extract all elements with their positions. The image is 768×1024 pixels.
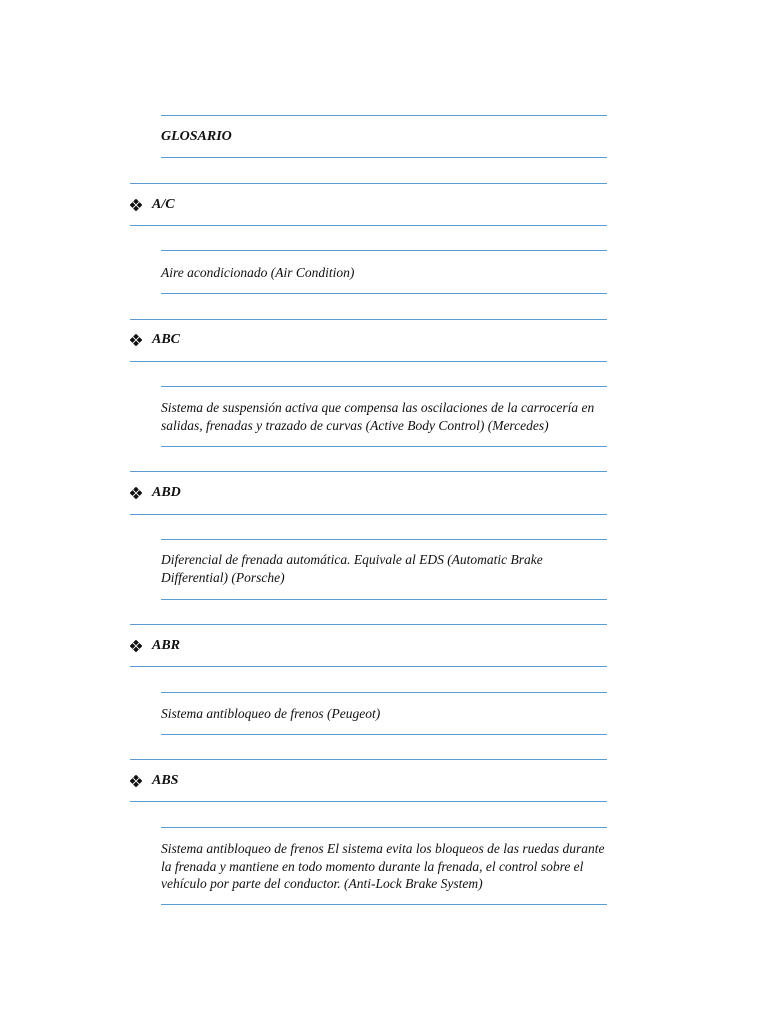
glossary-term (130, 771, 178, 791)
diamond-bullet-icon (130, 487, 142, 499)
diamond-bullet-icon (130, 775, 142, 787)
term-label: ABS (152, 773, 179, 788)
diamond-bullet-icon (130, 334, 142, 346)
definition-text: Sistema antibloqueo de frenos (Peugeot) (161, 706, 381, 721)
definition-text: Diferencial de frenada automática. Equivale al EDS (Automatic Brake Differential) (Porsche) (161, 552, 543, 585)
definition-rule-top (161, 386, 607, 387)
term-rule-bottom (130, 666, 607, 667)
definition-rule-top (161, 827, 607, 828)
definition-rule-bottom (161, 904, 607, 905)
diamond-bullet-icon (130, 199, 142, 211)
definition-rule-bottom (161, 293, 607, 294)
diamond-bullet-icon (130, 640, 142, 652)
term-rule-bottom (130, 361, 607, 362)
definition-text: Sistema antibloqueo de frenos El sistema evita los bloqueos de las ruedas durante la frenada y mantiene en todo momento durante la frenada, el control sobre el vehículo por parte del conductor. (Anti-Lock Brake System) (161, 841, 605, 891)
term-label: ABR (152, 638, 181, 653)
term-rule-bottom (130, 801, 607, 802)
glossary-term (130, 636, 180, 656)
definition-text: Sistema de suspensión activa que compensa las oscilaciones de la carrocería en salidas, frenadas y trazado de curvas (Active Body Control) (Mercedes) (161, 400, 595, 433)
term-rule-top (130, 759, 607, 760)
definition-rule-top (161, 250, 607, 251)
term-rule-bottom (130, 514, 607, 515)
definition-rule-top (161, 692, 607, 693)
glossary-term (130, 330, 180, 350)
definition-rule-top (161, 539, 607, 540)
term-label: ABD (152, 485, 181, 500)
term-rule-top (130, 624, 607, 625)
term-rule-bottom (130, 225, 607, 226)
glossary-term (130, 483, 181, 503)
term-label: ABC (152, 332, 181, 347)
definition-rule-bottom (161, 734, 607, 735)
term-rule-top (130, 183, 607, 184)
term-rule-top (130, 471, 607, 472)
definition-rule-bottom (161, 446, 607, 447)
term-rule-top (130, 319, 607, 320)
term-label: A/C (152, 197, 175, 212)
glossary-term (130, 195, 175, 215)
title-rule-top (161, 115, 607, 116)
definition-text: Aire acondicionado (Air Condition) (161, 265, 355, 280)
page-title: GLOSARIO (161, 129, 232, 144)
title-rule-bottom (161, 157, 607, 158)
definition-rule-bottom (161, 599, 607, 600)
